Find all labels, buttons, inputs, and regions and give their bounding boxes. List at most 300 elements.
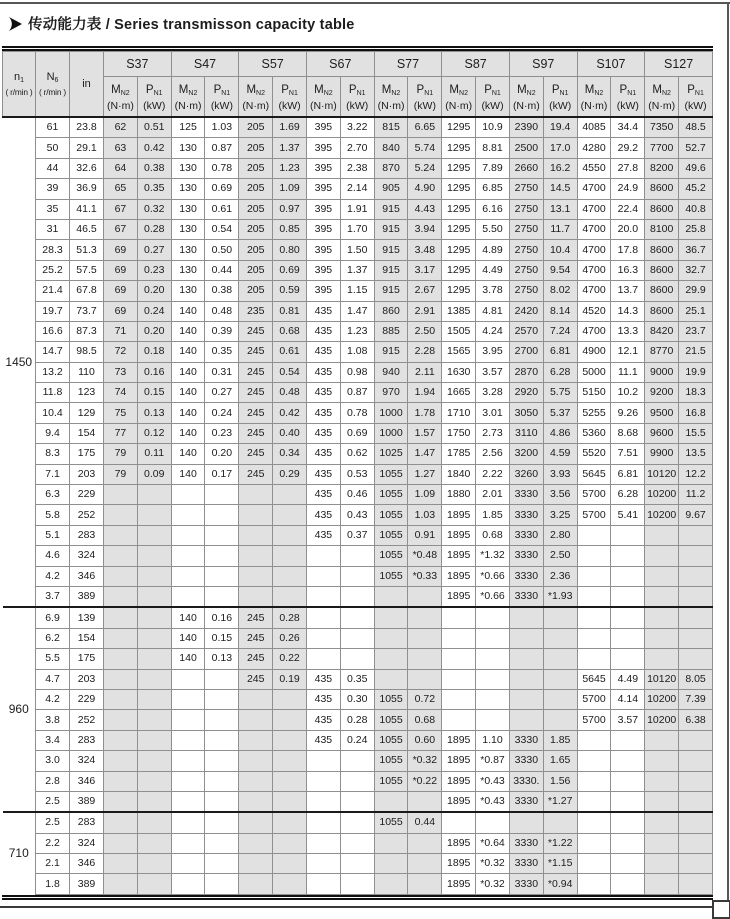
table-cell: 19.9 <box>679 362 713 382</box>
table-cell <box>679 628 713 648</box>
table-cell: 4700 <box>577 281 611 301</box>
value-header <box>340 77 374 118</box>
table-cell: 21.5 <box>679 342 713 362</box>
table-cell: 4280 <box>577 138 611 158</box>
table-cell: 2.28 <box>408 342 442 362</box>
page-footer-rule <box>0 906 730 908</box>
table-cell <box>408 669 442 689</box>
table-cell: 915 <box>374 240 408 260</box>
table-cell <box>205 566 239 586</box>
table-row <box>3 874 713 894</box>
table-cell: 5000 <box>577 362 611 382</box>
ratio-cell: 283 <box>70 525 104 545</box>
table-cell: 2500 <box>509 138 543 158</box>
table-cell: 245 <box>239 607 273 628</box>
table-cell: 0.44 <box>408 812 442 833</box>
header-unit: (N·m) <box>512 99 540 112</box>
table-cell <box>679 791 713 812</box>
table-cell: 140 <box>171 423 205 443</box>
table-cell: 3330 <box>509 586 543 607</box>
table-cell: *0.22 <box>408 771 442 791</box>
table-cell: 4.43 <box>408 199 442 219</box>
header-unit: (kW) <box>278 99 301 112</box>
table-cell: 2420 <box>509 301 543 321</box>
table-cell: 140 <box>171 362 205 382</box>
table-cell: 72 <box>104 342 138 362</box>
output-speed-cell: 2.1 <box>36 854 70 874</box>
table-cell: 6.38 <box>679 710 713 730</box>
table-cell: 0.24 <box>340 730 374 750</box>
table-cell: 205 <box>239 199 273 219</box>
table-cell: 3.01 <box>476 403 510 423</box>
table-cell: 4700 <box>577 179 611 199</box>
table-cell: 0.50 <box>205 240 239 260</box>
table-cell <box>374 833 408 853</box>
table-cell <box>645 874 679 894</box>
table-cell: 1.57 <box>408 423 442 443</box>
table-cell <box>611 628 645 648</box>
header-unit: (N·m) <box>309 99 337 112</box>
output-speed-cell: 3.0 <box>36 751 70 771</box>
table-cell: 140 <box>171 342 205 362</box>
table-cell: 0.35 <box>340 669 374 689</box>
table-cell <box>408 791 442 812</box>
table-cell <box>611 607 645 628</box>
table-row <box>3 546 713 566</box>
table-cell: 4900 <box>577 342 611 362</box>
table-cell <box>408 874 442 894</box>
table-cell <box>273 812 307 833</box>
table-cell: 130 <box>171 199 205 219</box>
table-cell <box>577 649 611 669</box>
table-cell: 2570 <box>509 321 543 341</box>
table-cell: 915 <box>374 199 408 219</box>
table-cell: 7350 <box>645 117 679 138</box>
table-cell <box>679 812 713 833</box>
table-cell: 8770 <box>645 342 679 362</box>
table-cell: 3050 <box>509 403 543 423</box>
value-header <box>442 77 476 118</box>
table-cell: 10120 <box>645 669 679 689</box>
table-cell: 4700 <box>577 219 611 239</box>
table-cell <box>171 751 205 771</box>
table-cell: 0.34 <box>273 444 307 464</box>
ratio-cell: 203 <box>70 464 104 484</box>
table-cell: 10.4 <box>543 240 577 260</box>
table-cell: 435 <box>306 525 340 545</box>
header-unit: (kW) <box>616 99 639 112</box>
table-cell: 4700 <box>577 260 611 280</box>
table-cell: 395 <box>306 219 340 239</box>
table-cell <box>577 812 611 833</box>
table-cell: 0.11 <box>137 444 171 464</box>
table-cell: 12.2 <box>679 464 713 484</box>
table-cell: 9900 <box>645 444 679 464</box>
table-cell: 0.61 <box>205 199 239 219</box>
table-cell: 1.91 <box>340 199 374 219</box>
table-cell: 0.51 <box>137 117 171 138</box>
table-cell: 1000 <box>374 423 408 443</box>
table-cell: 4.89 <box>476 240 510 260</box>
ratio-cell: 154 <box>70 628 104 648</box>
table-cell <box>137 751 171 771</box>
table-cell <box>543 710 577 730</box>
table-cell: 6.28 <box>611 485 645 505</box>
header-symbol: $M_{N2}$ <box>246 83 265 97</box>
table-cell <box>306 607 340 628</box>
table-cell: 1.47 <box>408 444 442 464</box>
output-speed-cell: 6.3 <box>36 485 70 505</box>
table-cell: 8100 <box>645 219 679 239</box>
table-cell: 12.1 <box>611 342 645 362</box>
table-cell: 2.80 <box>543 525 577 545</box>
table-cell <box>273 485 307 505</box>
table-cell: 79 <box>104 444 138 464</box>
table-cell: 140 <box>171 403 205 423</box>
table-cell: 1295 <box>442 158 476 178</box>
ratio-cell: 346 <box>70 771 104 791</box>
ratio-cell: 175 <box>70 649 104 669</box>
output-speed-cell: 6.2 <box>36 628 70 648</box>
table-cell: 13.3 <box>611 321 645 341</box>
table-row <box>3 854 713 874</box>
table-cell <box>137 730 171 750</box>
ratio-cell: 57.5 <box>70 260 104 280</box>
table-cell: 1.85 <box>476 505 510 525</box>
table-cell: *0.66 <box>476 586 510 607</box>
table-cell: 0.24 <box>205 403 239 423</box>
table-cell <box>171 546 205 566</box>
table-cell: 10.9 <box>476 117 510 138</box>
table-cell: 1295 <box>442 179 476 199</box>
output-speed-cell: 2.5 <box>36 812 70 833</box>
ratio-cell: 36.9 <box>70 179 104 199</box>
table-cell <box>104 566 138 586</box>
table-cell: 245 <box>239 628 273 648</box>
table-cell <box>171 566 205 586</box>
table-cell: 435 <box>306 485 340 505</box>
table-cell <box>679 771 713 791</box>
table-cell: 395 <box>306 117 340 138</box>
table-cell <box>273 546 307 566</box>
table-cell <box>205 751 239 771</box>
table-cell <box>239 505 273 525</box>
table-cell: 0.68 <box>476 525 510 545</box>
table-cell: 1.23 <box>340 321 374 341</box>
table-row <box>3 383 713 403</box>
table-cell: 0.48 <box>273 383 307 403</box>
table-cell: 11.7 <box>543 219 577 239</box>
header-symbol: $M_{N2}$ <box>517 83 536 97</box>
table-cell: 140 <box>171 464 205 484</box>
table-cell <box>273 586 307 607</box>
table-cell: 0.68 <box>408 710 442 730</box>
table-cell: 0.54 <box>205 219 239 239</box>
value-header <box>374 77 408 118</box>
table-cell <box>205 505 239 525</box>
ratio-cell: 389 <box>70 874 104 894</box>
table-cell <box>679 525 713 545</box>
table-cell: 69 <box>104 260 138 280</box>
table-cell <box>645 791 679 812</box>
table-cell <box>442 669 476 689</box>
table-row <box>3 158 713 178</box>
table-cell: 245 <box>239 444 273 464</box>
table-cell: 63 <box>104 138 138 158</box>
table-cell: 205 <box>239 281 273 301</box>
table-cell: 0.81 <box>273 301 307 321</box>
table-cell: 32.7 <box>679 260 713 280</box>
table-cell: 3260 <box>509 464 543 484</box>
table-cell: *0.64 <box>476 833 510 853</box>
page-top-border <box>0 2 730 4</box>
table-cell <box>340 854 374 874</box>
speed-group-label: 710 <box>3 812 36 894</box>
column-header-i <box>70 52 104 118</box>
table-cell: 16.2 <box>543 158 577 178</box>
table-cell: 1895 <box>442 751 476 771</box>
table-cell: 1.10 <box>476 730 510 750</box>
table-row <box>3 260 713 280</box>
table-cell <box>205 791 239 812</box>
table-cell: 8600 <box>645 281 679 301</box>
output-speed-cell: 7.1 <box>36 464 70 484</box>
table-row <box>3 423 713 443</box>
table-cell: 0.17 <box>205 464 239 484</box>
output-speed-cell: 8.3 <box>36 444 70 464</box>
table-cell: 67 <box>104 219 138 239</box>
table-cell: 245 <box>239 423 273 443</box>
table-cell: 1.94 <box>408 383 442 403</box>
table-cell: 9.26 <box>611 403 645 423</box>
arrow-bullet-icon <box>8 17 22 31</box>
ratio-cell: 175 <box>70 444 104 464</box>
table-cell <box>679 874 713 894</box>
table-row <box>3 833 713 853</box>
table-cell: 17.0 <box>543 138 577 158</box>
table-cell: 1665 <box>442 383 476 403</box>
table-cell: 0.27 <box>205 383 239 403</box>
table-cell <box>239 689 273 709</box>
table-cell <box>273 710 307 730</box>
table-cell: 915 <box>374 219 408 239</box>
table-cell <box>273 751 307 771</box>
table-cell <box>306 628 340 648</box>
table-cell: 8600 <box>645 199 679 219</box>
table-cell: 0.27 <box>137 240 171 260</box>
table-cell <box>239 485 273 505</box>
table-cell <box>205 546 239 566</box>
table-cell: 1.70 <box>340 219 374 239</box>
table-cell <box>137 628 171 648</box>
table-cell: 6.65 <box>408 117 442 138</box>
table-cell: 4085 <box>577 117 611 138</box>
table-cell: 435 <box>306 689 340 709</box>
table-cell: 1895 <box>442 546 476 566</box>
table-cell: 435 <box>306 403 340 423</box>
section-title <box>8 13 355 34</box>
table-cell: *0.66 <box>476 566 510 586</box>
table-cell: 0.32 <box>137 199 171 219</box>
table-cell: 29.9 <box>679 281 713 301</box>
table-cell <box>679 833 713 853</box>
table-cell <box>306 854 340 874</box>
table-cell: 2.14 <box>340 179 374 199</box>
table-cell: 3.94 <box>408 219 442 239</box>
table-cell: 970 <box>374 383 408 403</box>
table-cell: 2920 <box>509 383 543 403</box>
table-cell: 10120 <box>645 464 679 484</box>
table-cell <box>171 710 205 730</box>
output-speed-cell: 25.2 <box>36 260 70 280</box>
table-cell: 2750 <box>509 179 543 199</box>
table-cell: 1055 <box>374 812 408 833</box>
table-cell <box>239 833 273 853</box>
table-cell: 245 <box>239 464 273 484</box>
table-cell: 22.4 <box>611 199 645 219</box>
table-cell <box>171 791 205 812</box>
table-cell: 10200 <box>645 689 679 709</box>
table-cell: 0.46 <box>340 485 374 505</box>
table-cell <box>577 833 611 853</box>
table-cell: 49.6 <box>679 158 713 178</box>
table-cell: 140 <box>171 628 205 648</box>
table-cell: 0.97 <box>273 199 307 219</box>
header-symbol: $M_{N2}$ <box>111 83 130 97</box>
table-cell <box>171 812 205 833</box>
table-cell: 0.16 <box>205 607 239 628</box>
table-cell: 0.43 <box>340 505 374 525</box>
table-cell <box>205 771 239 791</box>
table-cell: 8200 <box>645 158 679 178</box>
table-cell <box>442 649 476 669</box>
table-cell <box>374 628 408 648</box>
table-cell: 5.37 <box>543 403 577 423</box>
ratio-cell: 110 <box>70 362 104 382</box>
table-cell <box>306 833 340 853</box>
table-cell: 6.16 <box>476 199 510 219</box>
table-row <box>3 199 713 219</box>
table-cell <box>104 669 138 689</box>
value-header <box>205 77 239 118</box>
value-header <box>679 77 713 118</box>
table-cell <box>476 628 510 648</box>
header-unit: ( r/min ) <box>38 86 67 97</box>
table-cell: 205 <box>239 240 273 260</box>
table-cell: 4.86 <box>543 423 577 443</box>
table-cell: 1.09 <box>273 179 307 199</box>
table-cell: 1055 <box>374 710 408 730</box>
table-cell <box>239 710 273 730</box>
table-cell <box>611 525 645 545</box>
table-cell: 2.56 <box>476 444 510 464</box>
table-cell <box>273 689 307 709</box>
table-cell: 0.40 <box>273 423 307 443</box>
value-header <box>476 77 510 118</box>
header-unit: ( r/min ) <box>5 86 33 97</box>
table-cell: 125 <box>171 117 205 138</box>
table-row <box>3 525 713 545</box>
ratio-cell: 252 <box>70 710 104 730</box>
table-cell: 8600 <box>645 240 679 260</box>
table-cell: 860 <box>374 301 408 321</box>
output-speed-cell: 3.8 <box>36 710 70 730</box>
ratio-cell: 129 <box>70 403 104 423</box>
header-symbol: $n_1$ <box>13 70 25 84</box>
table-cell: *0.32 <box>408 751 442 771</box>
output-speed-cell: 4.2 <box>36 566 70 586</box>
table-cell <box>476 812 510 833</box>
table-cell: 2750 <box>509 199 543 219</box>
table-cell <box>543 607 577 628</box>
table-row <box>3 179 713 199</box>
table-cell <box>611 812 645 833</box>
table-cell <box>171 669 205 689</box>
output-speed-cell: 1.8 <box>36 874 70 894</box>
table-cell: 5.74 <box>408 138 442 158</box>
table-cell: 2.91 <box>408 301 442 321</box>
table-cell: 0.22 <box>273 649 307 669</box>
output-speed-cell: 3.7 <box>36 586 70 607</box>
table-row <box>3 628 713 648</box>
table-cell: *0.32 <box>476 874 510 894</box>
table-cell: 10200 <box>645 710 679 730</box>
table-cell: 8.14 <box>543 301 577 321</box>
table-cell <box>137 566 171 586</box>
table-cell: 1895 <box>442 874 476 894</box>
table-cell: 1295 <box>442 281 476 301</box>
table-cell: 0.38 <box>137 158 171 178</box>
table-cell <box>577 874 611 894</box>
table-cell <box>611 586 645 607</box>
table-cell <box>137 710 171 730</box>
table-cell <box>104 525 138 545</box>
table-cell: 1055 <box>374 485 408 505</box>
output-speed-cell: 5.5 <box>36 649 70 669</box>
table-cell: 435 <box>306 423 340 443</box>
table-cell <box>104 854 138 874</box>
table-cell <box>137 546 171 566</box>
table-cell: 7.39 <box>679 689 713 709</box>
section-title-text: 传动能力表 / Series transmisson capacity table <box>28 17 355 33</box>
table-cell: 23.7 <box>679 321 713 341</box>
table-cell <box>104 751 138 771</box>
table-cell: 0.19 <box>273 669 307 689</box>
table-cell <box>374 669 408 689</box>
table-cell: 7.24 <box>543 321 577 341</box>
table-cell: 5.75 <box>543 383 577 403</box>
table-cell <box>340 546 374 566</box>
table-cell <box>137 812 171 833</box>
table-cell: 435 <box>306 321 340 341</box>
table-cell: 10.2 <box>611 383 645 403</box>
column-header-n6 <box>36 52 70 118</box>
table-cell: 1785 <box>442 444 476 464</box>
output-speed-cell: 11.8 <box>36 383 70 403</box>
table-cell <box>509 628 543 648</box>
table-cell <box>577 854 611 874</box>
table-cell: 8.81 <box>476 138 510 158</box>
table-cell <box>577 525 611 545</box>
header-symbol: $P_{N1}$ <box>484 83 501 97</box>
table-cell <box>577 607 611 628</box>
table-cell <box>137 874 171 894</box>
table-cell: 3200 <box>509 444 543 464</box>
table-cell <box>645 607 679 628</box>
table-cell <box>137 791 171 812</box>
table-cell <box>239 854 273 874</box>
table-cell <box>171 485 205 505</box>
